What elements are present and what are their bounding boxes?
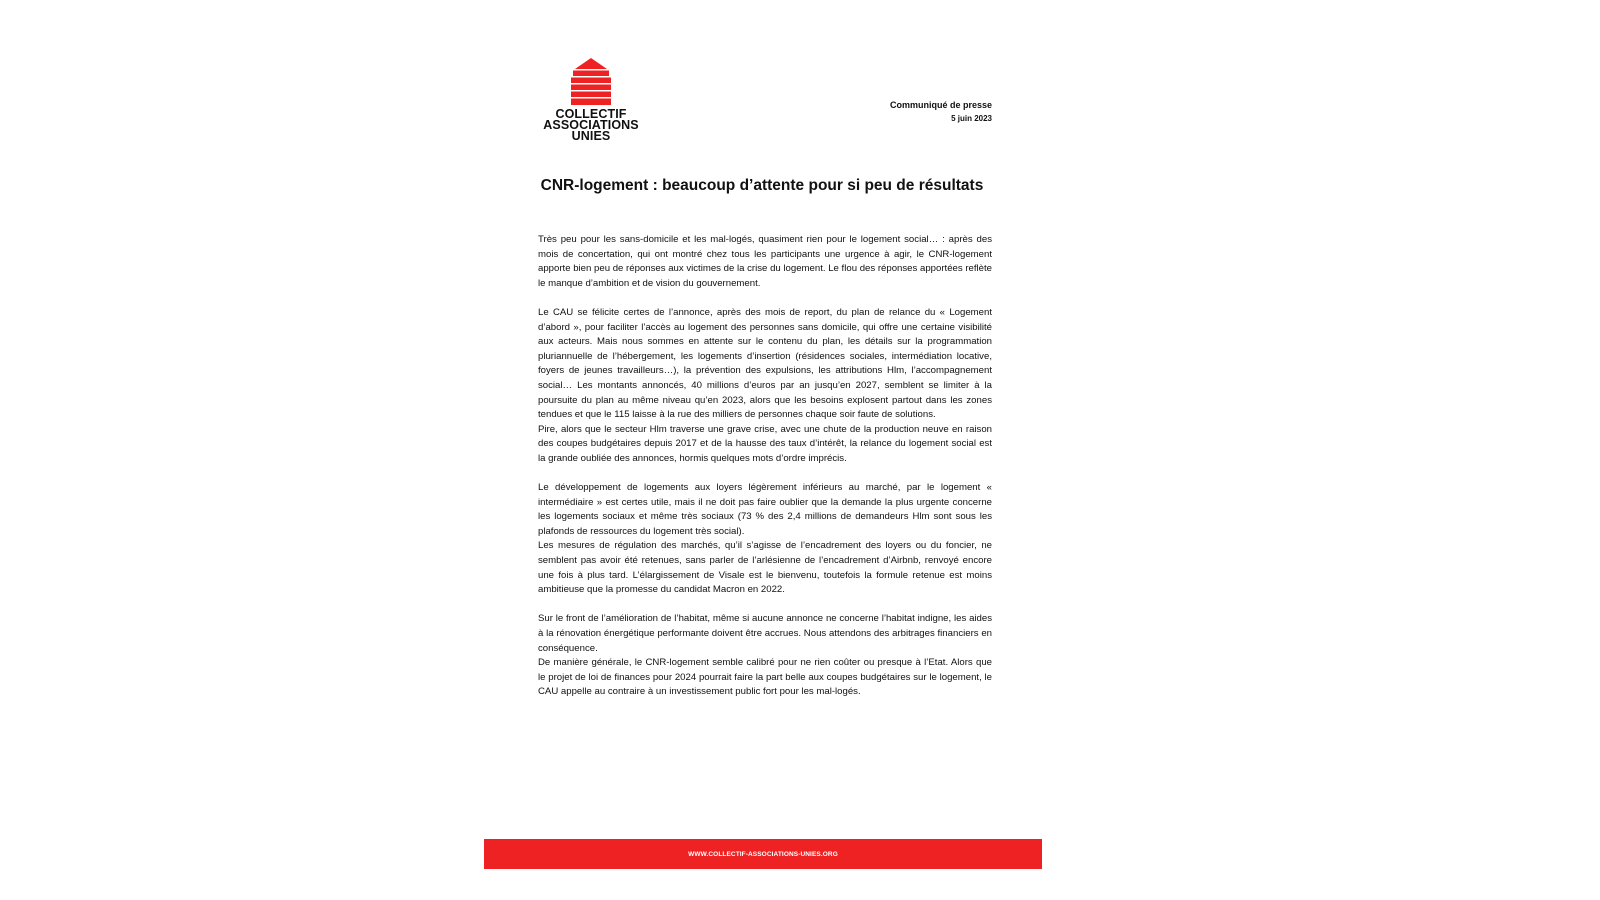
paragraph-conclusion: De manière générale, le CNR-logement semble calibré pour ne rien coûter ou presque à l’Etat. Alors que le projet de loi de finances pour 2024 pourrait faire la part belle aux coupes budgétaires sur le logement, le CAU appelle au contraire à un investissement public fort pour les mal-logés. [538, 657, 992, 698]
logo-line-3: UNIES [571, 129, 611, 143]
press-release-label: Communiqué de presse [889, 100, 992, 110]
press-release-meta [890, 99, 992, 125]
logo-text [532, 109, 650, 142]
paragraph-logement-d-abord: Le CAU se félicite certes de l’annonce, après des mois de report, du plan de relance du « Logement d’abord », pour faciliter l’accès au logement des personnes sans domicile, qui offre une certaine visibilité aux acteurs. Mais nous sommes en attente sur le contenu du plan, les détails sur la programmation pluriannuelle de l’hébergement, les logements d’insertion (résidences sociales, intermédiation locative, foyers de jeunes travailleurs…), la prévention des expulsions, les attributions Hlm, l’accompagnement social… Les montants annoncés, 40 millions d’euros par an jusqu’en 2027, semblent se limiter à la poursuite du plan au même niveau qu’en 2023, alors que les besoins explosent partout dans les zones tendues et que le 115 laisse à la rue des milliers de personnes chaque soir faute de solutions. [538, 306, 992, 421]
footer-bar [484, 839, 1042, 869]
paragraph-logement-social: Pire, alors que le secteur Hlm traverse une grave crise, avec une chute de la production neuve en raison des coupes budgétaires depuis 2017 et de la hausse des taux d’intérêt, la relance du logement social est la grande oubliée des annonces, hormis quelques mots d’ordre imprécis. [538, 423, 992, 464]
house-logo-icon [568, 58, 614, 106]
press-release-page [484, 40, 1042, 870]
document-title: CNR-logement : beaucoup d’attente pour si peu de résultats [540, 177, 984, 194]
collectif-associations-unies-logo [532, 58, 650, 148]
paragraph-logement-intermediaire: Le développement de logements aux loyers légèrement inférieurs au marché, par le logement « intermédiaire » est certes utile, mais il ne doit pas faire oublier que la demande la plus urgente concerne les logements sociaux et même très sociaux (73 % des 2,4 millions de demandeurs Hlm sont sous les plafonds de ressources du logement très social). [538, 482, 992, 537]
document-body [538, 233, 992, 700]
logo-line-2: ASSOCIATIONS [543, 118, 639, 132]
footer-website-link[interactable]: WWW.COLLECTIF-ASSOCIATIONS-UNIES.ORG [688, 850, 838, 858]
paragraph-amelioration-habitat: Sur le front de l’amélioration de l’habitat, même si aucune annonce ne concerne l’habitat indigne, les aides à la rénovation énergétique performante doivent être accrues. Nous attendons des arbitrages financiers en conséquence. [538, 613, 992, 654]
paragraph-intro: Très peu pour les sans-domicile et les mal-logés, quasiment rien pour le logement social… : après des mois de concertation, qui ont montré chez tous les participants une urgence à agir, le CNR-logement apporte bien peu de réponses aux victimes de la crise du logement. Le flou des réponses apportées reflète le manque d’ambition et de vision du gouvernement. [538, 234, 992, 289]
press-release-date: 5 juin 2023 [951, 114, 992, 123]
logo-line-1: COLLECTIF [555, 107, 627, 121]
paragraph-regulation-marches: Les mesures de régulation des marchés, qu’il s’agisse de l’encadrement des loyers ou du foncier, ne semblent pas avoir été retenues, sans parler de l’arlésienne de l’encadrement d’Airbnb, renvoyé encore une fois à plus tard. L’élargissement de Visale est le bienvenu, toutefois la formule retenue est moins ambitieuse que la promesse du candidat Macron en 2022. [538, 540, 992, 596]
